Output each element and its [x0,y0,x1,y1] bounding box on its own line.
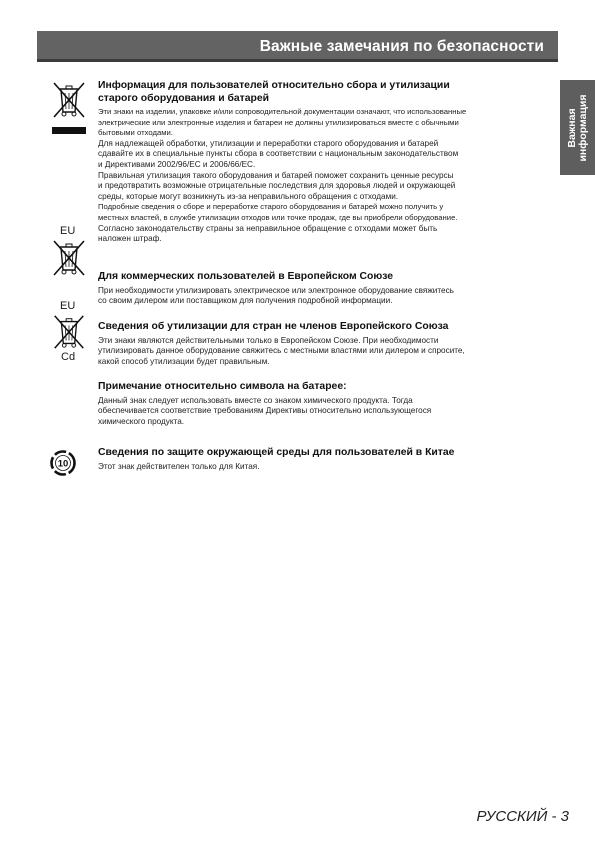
side-tab [560,80,595,175]
section-china [98,447,543,472]
china-text: Этот знак действителен только для Китая. [98,461,260,471]
non-eu-text [98,336,543,368]
battery-note-text [98,396,543,428]
non-eu-title: Сведения об утилизации для стран не членов Европейского Союза [98,321,449,332]
china-recycle-10-icon [50,450,76,476]
side-tab-label [567,94,589,161]
recycling-p5-line2: наложен штраф. [98,234,162,244]
battery-note-line2: обеспечивается соответствие требованиям Директивы относительно использующегося [98,406,432,416]
recycling-p1-line1: Эти знаки на изделии, упаковке и/или сопроводительной документации означают, что использованные [98,107,467,116]
page-number-footer: РУССКИЙ - 3 [476,808,569,825]
battery-note-line1: Данный знак следует использовать вместе со знаком химического продукта. Тогда [98,395,413,405]
non-eu-line2: утилизировать данное оборудование свяжитесь с местными властями или дилером и спросите, [98,346,465,356]
commercial-line1: При необходимости утилизировать электрическое или электронное оборудование свяжитесь [98,285,454,295]
recycling-para-4 [98,202,543,223]
recycling-para-5 [98,224,543,245]
recycling-p3-line2: и предотвратить возможные отрицательные последствия для здоровья людей и окружающей [98,181,456,191]
recycling-title-line1: Информация для пользователей относительно сбора и утилизации [98,80,450,91]
china-title: Сведения по защите окружающей среды для пользователей в Китае [98,447,455,458]
eu-battery-bin-icon [50,238,88,278]
recycling-p3-line3: среды, которые могут возникнуть из-за неправильного обращения с отходами. [98,191,399,201]
side-tab-line1: Важная [565,107,578,148]
recycling-p1-line3: бытовыми отходами. [98,128,173,138]
recycling-p4-line2: местных властей, в службе утилизации отходов или точке продаж, где вы приобрели оборудование. [98,212,458,222]
recycling-para-2 [98,139,543,171]
recycling-p5-line1: Согласно законодательству страны за неправильное обращение с отходами может быть [98,223,438,233]
cd-label: Cd [61,351,76,363]
china-icon-label: 10 [57,458,69,470]
page-title: Важные замечания по безопасности [259,38,544,55]
bin-underline-bar [52,127,86,134]
commercial-text [98,286,543,307]
section-recycling [98,80,543,245]
battery-note-line3: химического продукта. [98,416,185,426]
recycling-title-line2: старого оборудования и батарей [98,92,270,104]
commercial-title: Для коммерческих пользователей в Европейском Союзе [98,271,394,282]
recycling-p3-line1: Правильная утилизация такого оборудования и батарей поможет сохранить ценные ресурсы [98,170,454,180]
recycling-p2-line3: и Директивами 2002/96/EC и 2006/66/EC. [98,159,256,169]
section-non-eu [98,321,543,367]
commercial-line2: со своим дилером или поставщиком для получения подробной информации. [98,296,393,306]
recycling-p4-line1: Подробные сведения о сборе и переработке старого оборудования и батарей можно получить у [98,202,444,212]
recycling-p2-line1: Для надлежащей обработки, утилизации и переработки старого оборудования и батарей [98,138,439,148]
section-battery-note [98,381,543,427]
recycling-p2-line2: сдавайте их в специальные пункты сбора в соответствии с национальным законодательством [98,149,459,159]
side-tab-line2: информация [576,93,589,162]
recycling-p1-line2: электрические или электронные изделия и батареи не должны утилизироваться вместе с обычными [98,117,459,127]
section-commercial [98,271,543,307]
non-eu-line3: какой способ утилизации будет правильным. [98,356,270,366]
eu-label: EU [60,225,76,237]
recycling-para-1 [98,107,543,139]
cd-battery-bin-icon [50,313,88,351]
eu-label-2: EU [60,300,76,312]
recycling-para-3 [98,171,543,203]
crossed-bin-icon [50,80,88,120]
header-bar [37,31,558,62]
non-eu-line1: Эти знаки являются действительными только в Европейском Союзе. При необходимости [98,335,439,345]
recycling-title [98,80,543,105]
battery-note-title: Примечание относительно символа на батарее: [98,381,347,392]
